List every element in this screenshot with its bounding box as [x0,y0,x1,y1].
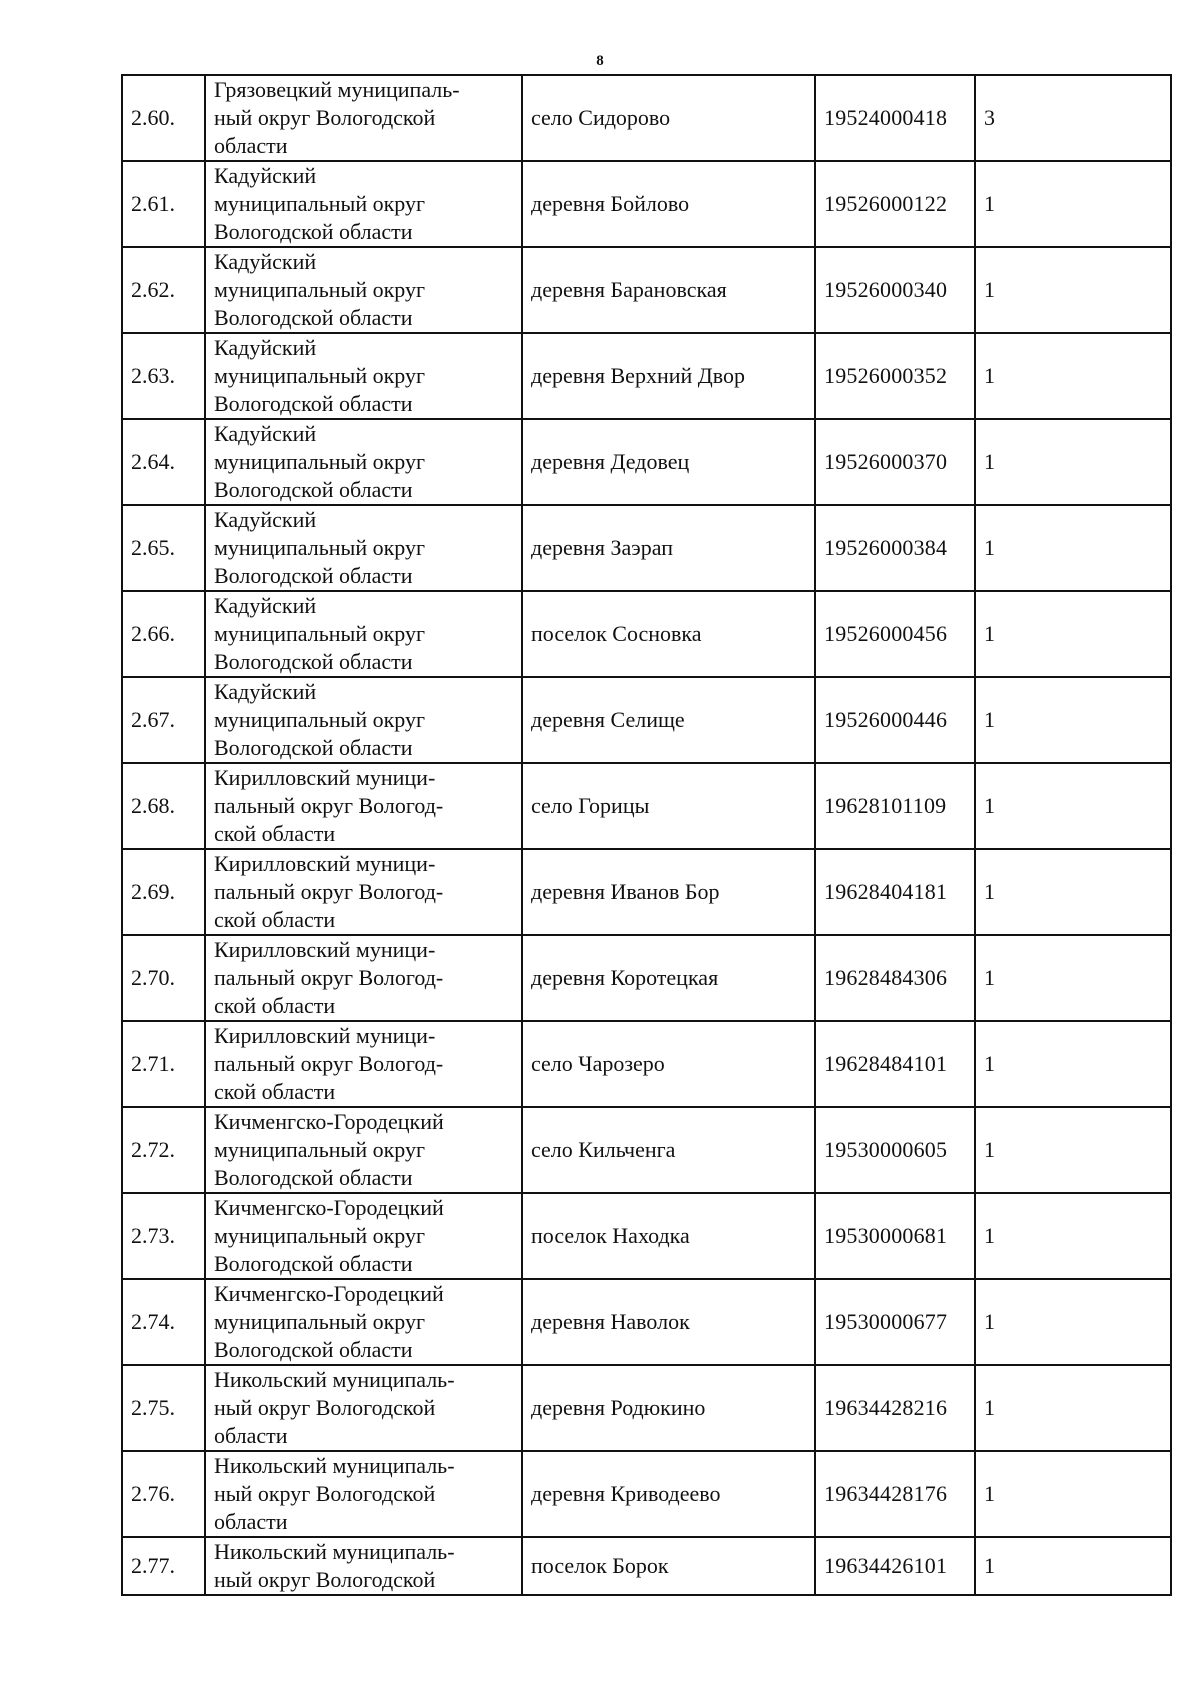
quantity: 1 [975,419,1171,505]
table-row [122,849,1171,935]
quantity: 1 [975,935,1171,1021]
settlement-name: деревня Коротецкая [522,935,815,1021]
district-line: муниципальный округ [214,449,426,474]
oktmo-code: 19526000384 [815,505,975,591]
table-row [122,1537,1171,1595]
settlement-name: поселок Находка [522,1193,815,1279]
district-line: ской области [214,993,336,1018]
table-row [122,591,1171,677]
row-number: 2.70. [122,935,205,1021]
district-line: пальный округ Вологод- [214,965,444,990]
oktmo-code: 19526000370 [815,419,975,505]
oktmo-code: 19524000418 [815,75,975,161]
municipal-district [205,247,522,333]
municipal-district [205,935,522,1021]
district-line: Вологодской области [214,563,413,588]
row-number: 2.71. [122,1021,205,1107]
table-row [122,1021,1171,1107]
oktmo-code: 19628404181 [815,849,975,935]
settlement-name: деревня Криводеево [522,1451,815,1537]
settlement-name: село Горицы [522,763,815,849]
settlement-name: село Кильченга [522,1107,815,1193]
oktmo-code: 19526000352 [815,333,975,419]
table-row [122,1279,1171,1365]
quantity: 1 [975,1021,1171,1107]
quantity: 1 [975,1107,1171,1193]
table-row [122,1365,1171,1451]
district-line: Кирилловский муници- [214,851,436,876]
settlement-name: деревня Заэрап [522,505,815,591]
quantity: 1 [975,1451,1171,1537]
district-line: ный округ Вологодской [214,1481,436,1506]
settlement-name: деревня Барановская [522,247,815,333]
district-line: пальный округ Вологод- [214,1051,444,1076]
municipal-district [205,763,522,849]
settlement-name: поселок Борок [522,1537,815,1595]
district-line: области [214,133,288,158]
oktmo-code: 19628484306 [815,935,975,1021]
table-row [122,247,1171,333]
quantity: 1 [975,333,1171,419]
quantity: 1 [975,1365,1171,1451]
oktmo-code: 19526000340 [815,247,975,333]
settlements-table [121,74,1172,1596]
quantity: 1 [975,849,1171,935]
district-line: области [214,1509,288,1534]
settlement-name: деревня Наволок [522,1279,815,1365]
quantity: 1 [975,1537,1171,1595]
settlement-name: деревня Родюкино [522,1365,815,1451]
quantity: 1 [975,763,1171,849]
municipal-district [205,75,522,161]
row-number: 2.76. [122,1451,205,1537]
district-line: Вологодской области [214,649,413,674]
district-line: Никольский муниципаль- [214,1367,455,1392]
district-line: ской области [214,821,336,846]
row-number: 2.61. [122,161,205,247]
municipal-district [205,1365,522,1451]
municipal-district [205,1021,522,1107]
district-line: Кадуйский [214,593,317,618]
district-line: муниципальный округ [214,621,426,646]
district-line: ный округ Вологодской [214,1395,436,1420]
page-number: 8 [596,53,604,69]
district-line: ный округ Вологодской [214,1567,436,1592]
quantity: 1 [975,505,1171,591]
oktmo-code: 19530000681 [815,1193,975,1279]
table-row [122,505,1171,591]
municipal-district [205,677,522,763]
district-line: Вологодской области [214,391,413,416]
district-line: пальный округ Вологод- [214,879,444,904]
settlement-name: деревня Верхний Двор [522,333,815,419]
municipal-district [205,333,522,419]
table-row [122,935,1171,1021]
municipal-district [205,591,522,677]
district-line: Кичменгско-Городецкий [214,1109,444,1134]
municipal-district [205,1107,522,1193]
table-row [122,1451,1171,1537]
oktmo-code: 19628484101 [815,1021,975,1107]
settlement-name: деревня Селище [522,677,815,763]
table-row [122,161,1171,247]
oktmo-code: 19634428216 [815,1365,975,1451]
district-line: Кадуйский [214,507,317,532]
quantity: 1 [975,1193,1171,1279]
row-number: 2.64. [122,419,205,505]
table-row [122,1107,1171,1193]
district-line: ской области [214,1079,336,1104]
district-line: муниципальный округ [214,1223,426,1248]
row-number: 2.69. [122,849,205,935]
district-line: Никольский муниципаль- [214,1453,455,1478]
row-number: 2.62. [122,247,205,333]
district-line: Кадуйский [214,335,317,360]
district-line: Грязовецкий муниципаль- [214,77,460,102]
municipal-district [205,505,522,591]
district-line: Вологодской области [214,305,413,330]
district-line: ный округ Вологодской [214,105,436,130]
settlement-name: село Сидорово [522,75,815,161]
settlement-name: поселок Сосновка [522,591,815,677]
district-line: муниципальный округ [214,1137,426,1162]
table-row [122,763,1171,849]
settlement-name: деревня Бойлово [522,161,815,247]
oktmo-code: 19526000122 [815,161,975,247]
row-number: 2.72. [122,1107,205,1193]
district-line: Кичменгско-Городецкий [214,1281,444,1306]
quantity: 1 [975,161,1171,247]
oktmo-code: 19634426101 [815,1537,975,1595]
settlement-name: деревня Иванов Бор [522,849,815,935]
row-number: 2.63. [122,333,205,419]
district-line: Кирилловский муници- [214,765,436,790]
settlement-name: деревня Дедовец [522,419,815,505]
district-line: муниципальный округ [214,535,426,560]
district-line: Вологодской области [214,1165,413,1190]
municipal-district [205,849,522,935]
row-number: 2.65. [122,505,205,591]
district-line: Вологодской области [214,1251,413,1276]
row-number: 2.77. [122,1537,205,1595]
district-line: муниципальный округ [214,277,426,302]
oktmo-code: 19530000677 [815,1279,975,1365]
oktmo-code: 19526000456 [815,591,975,677]
district-line: Кадуйский [214,249,317,274]
municipal-district [205,1451,522,1537]
quantity: 1 [975,1279,1171,1365]
municipal-district [205,1537,522,1595]
municipal-district [205,161,522,247]
district-line: Вологодской области [214,219,413,244]
row-number: 2.74. [122,1279,205,1365]
district-line: области [214,1423,288,1448]
row-number: 2.66. [122,591,205,677]
district-line: Кадуйский [214,679,317,704]
district-line: муниципальный округ [214,363,426,388]
oktmo-code: 19634428176 [815,1451,975,1537]
table-row [122,677,1171,763]
municipal-district [205,1279,522,1365]
district-line: муниципальный округ [214,707,426,732]
district-line: Кичменгско-Городецкий [214,1195,444,1220]
district-line: пальный округ Вологод- [214,793,444,818]
district-line: Кирилловский муници- [214,1023,436,1048]
quantity: 1 [975,591,1171,677]
row-number: 2.75. [122,1365,205,1451]
table-row [122,419,1171,505]
district-line: ской области [214,907,336,932]
district-line: Вологодской области [214,1337,413,1362]
district-line: Никольский муниципаль- [214,1539,455,1564]
municipal-district [205,1193,522,1279]
row-number: 2.67. [122,677,205,763]
municipal-district [205,419,522,505]
oktmo-code: 19628101109 [815,763,975,849]
district-line: Кадуйский [214,421,317,446]
quantity: 1 [975,247,1171,333]
quantity: 1 [975,677,1171,763]
district-line: Вологодской области [214,735,413,760]
row-number: 2.73. [122,1193,205,1279]
table-row [122,1193,1171,1279]
row-number: 2.60. [122,75,205,161]
district-line: муниципальный округ [214,191,426,216]
quantity: 3 [975,75,1171,161]
table-row [122,75,1171,161]
oktmo-code: 19530000605 [815,1107,975,1193]
table-body [122,75,1171,1595]
oktmo-code: 19526000446 [815,677,975,763]
district-line: Кадуйский [214,163,317,188]
row-number: 2.68. [122,763,205,849]
district-line: Вологодской области [214,477,413,502]
table-row [122,333,1171,419]
settlement-name: село Чарозеро [522,1021,815,1107]
district-line: муниципальный округ [214,1309,426,1334]
district-line: Кирилловский муници- [214,937,436,962]
